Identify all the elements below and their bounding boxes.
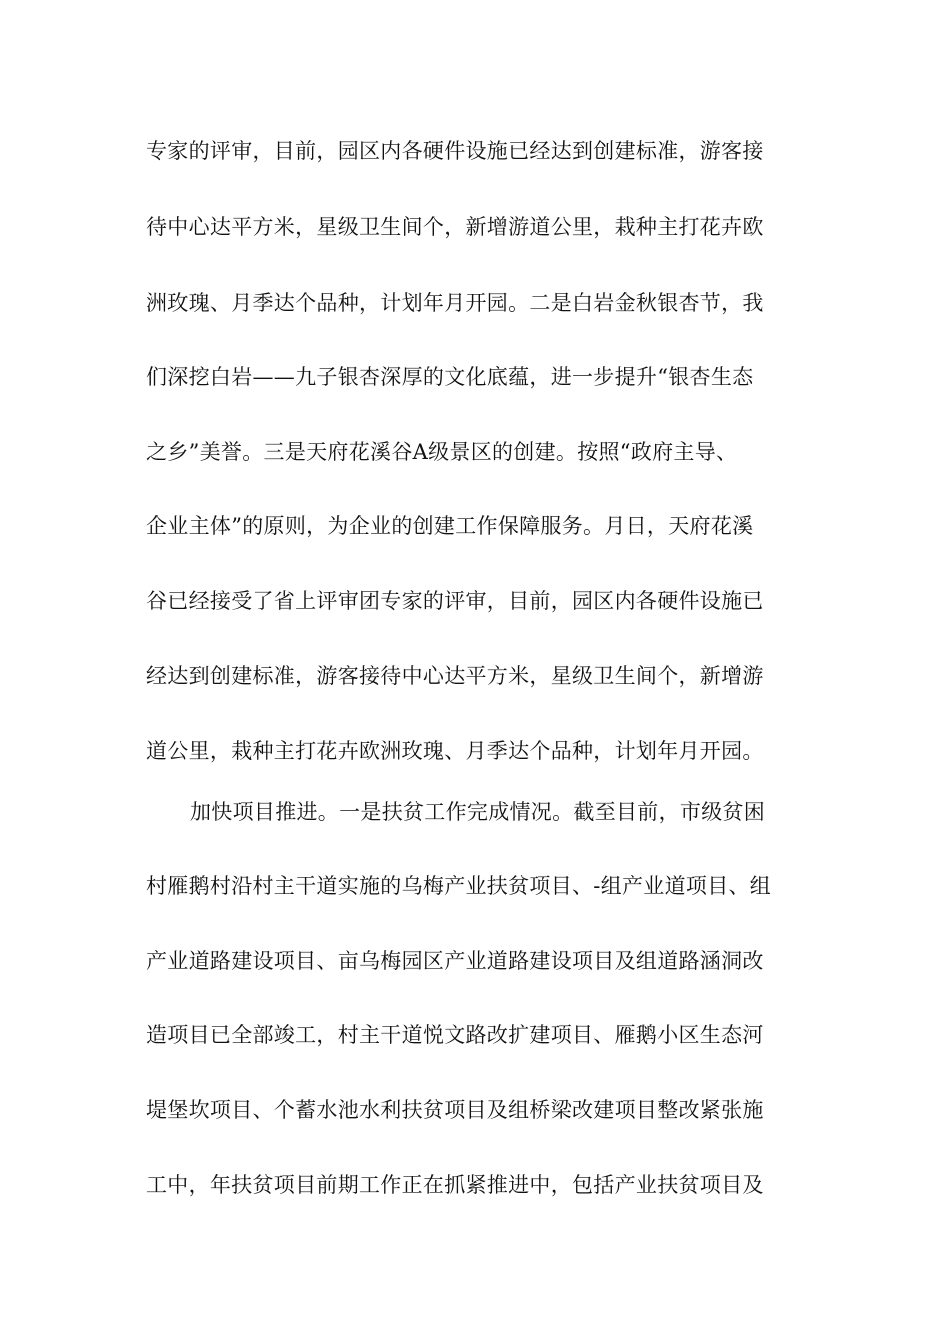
paragraph-line: 谷已经接受了省上评审团专家的评审，目前，园区内各硬件设施已	[146, 589, 764, 613]
paragraph-line: 堤堡坎项目、个蓄水池水利扶贫项目及组桥梁改建项目整改紧张施	[146, 1098, 764, 1122]
paragraph-line: 产业道路建设项目、亩乌梅园区产业道路建设项目及组道路涵洞改	[146, 949, 764, 973]
paragraph-line: 经达到创建标准，游客接待中心达平方米，星级卫生间个，新增游	[146, 664, 764, 688]
paragraph-line: 待中心达平方米，星级卫生间个，新增游道公里，栽种主打花卉欧	[146, 215, 764, 239]
paragraph-line: 专家的评审，目前，园区内各硬件设施已经达到创建标准，游客接	[146, 139, 764, 163]
paragraph-line: 洲玫瑰、月季达个品种，计划年月开园。二是白岩金秋银杏节，我	[146, 291, 764, 315]
paragraph-line: 们深挖白岩——九子银杏深厚的文化底蕴，进一步提升“银杏生态	[146, 365, 754, 389]
paragraph-line: 造项目已全部竣工，村主干道悦文路改扩建项目、雁鹅小区生态河	[146, 1023, 764, 1047]
paragraph-line: 道公里，栽种主打花卉欧洲玫瑰、月季达个品种，计划年月开园。	[146, 739, 764, 763]
paragraph-line: 村雁鹅村沿村主干道实施的乌梅产业扶贫项目、-组产业道项目、组	[146, 874, 772, 898]
paragraph-line: 工中，年扶贫项目前期工作正在抓紧推进中，包括产业扶贫项目及	[146, 1173, 764, 1197]
paragraph-line: 之乡”美誉。三是天府花溪谷A级景区的创建。按照“政府主导、	[146, 440, 738, 464]
paragraph-first-line: 加快项目推进。一是扶贫工作完成情况。截至目前，市级贫困	[190, 800, 766, 824]
paragraph-line: 企业主体”的原则，为企业的创建工作保障服务。月日，天府花溪	[146, 514, 754, 538]
